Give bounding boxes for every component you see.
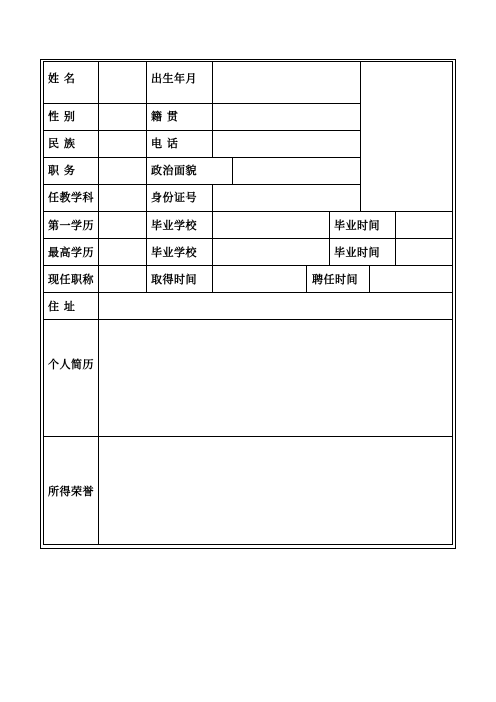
native-place-label: 籍 贯 (151, 110, 179, 123)
hire-time-field[interactable] (370, 266, 451, 291)
highest-degree-field[interactable] (99, 239, 145, 264)
first-degree-label: 第一学历 (48, 219, 94, 232)
grad-school-label-2: 毕业学校 (151, 246, 197, 259)
position-label: 职 务 (48, 164, 76, 177)
first-degree-field[interactable] (99, 212, 145, 237)
idcard-label: 身份证号 (151, 191, 197, 204)
gender-label: 性 别 (48, 110, 76, 123)
grad-school-label-1: 毕业学校 (151, 219, 197, 232)
ethnicity-field[interactable] (99, 131, 145, 156)
position-field[interactable] (99, 158, 145, 183)
col-divider (146, 61, 147, 292)
address-label: 住 址 (48, 300, 76, 313)
highest-degree-label: 最高学历 (48, 246, 94, 259)
col-divider (329, 211, 330, 265)
ethnicity-label: 民 族 (48, 137, 76, 150)
birth-field[interactable] (213, 62, 359, 102)
honors-label: 所得荣誉 (48, 485, 94, 498)
honors-field[interactable] (99, 437, 451, 544)
obtain-time-label: 取得时间 (151, 273, 197, 286)
politics-label: 政治面貌 (151, 164, 197, 177)
subject-label: 任教学科 (48, 191, 94, 204)
grad-school-field-1[interactable] (213, 212, 328, 237)
photo-box[interactable] (361, 62, 451, 210)
title-label: 现任职称 (48, 273, 94, 286)
native-place-field[interactable] (213, 104, 359, 129)
grad-time-label-1: 毕业时间 (334, 219, 380, 232)
subject-field[interactable] (99, 185, 145, 210)
politics-field[interactable] (233, 158, 359, 183)
address-field[interactable] (99, 293, 451, 318)
obtain-time-field[interactable] (213, 266, 305, 291)
name-field[interactable] (99, 62, 145, 102)
grad-time-field-2[interactable] (396, 239, 451, 264)
phone-field[interactable] (213, 131, 359, 156)
birth-label: 出生年月 (151, 72, 197, 85)
gender-field[interactable] (99, 104, 145, 129)
hire-time-label: 聘任时间 (312, 273, 358, 286)
col-divider (306, 265, 307, 292)
grad-school-field-2[interactable] (213, 239, 328, 264)
title-field[interactable] (99, 266, 145, 291)
grad-time-field-1[interactable] (396, 212, 451, 237)
idcard-field[interactable] (213, 185, 359, 210)
name-label: 姓 名 (48, 72, 76, 85)
resume-label: 个人简历 (48, 358, 94, 371)
phone-label: 电 话 (151, 137, 179, 150)
grad-time-label-2: 毕业时间 (334, 246, 380, 259)
resume-field[interactable] (99, 320, 451, 435)
